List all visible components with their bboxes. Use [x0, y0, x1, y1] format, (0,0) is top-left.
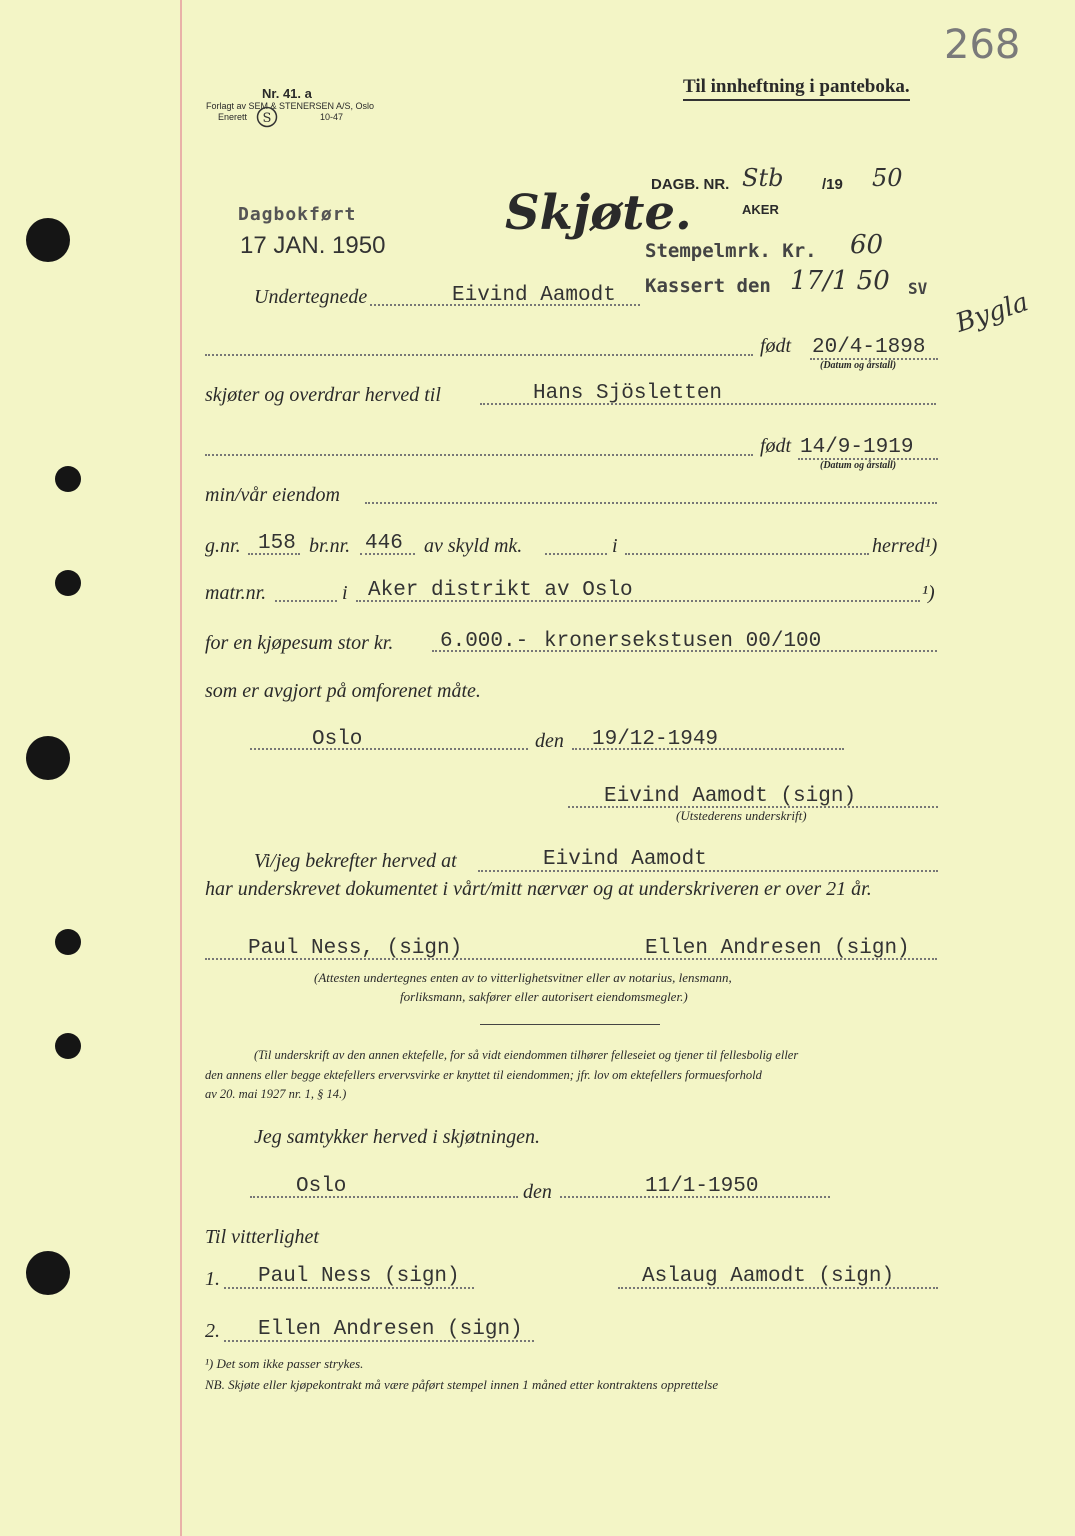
spouse-note: (Til underskrift av den annen ektefelle, for så vidt eiendommen tilhører felleseiet og tjener til fellesbolig eller: [254, 1048, 799, 1062]
footnote: ¹) Det som ikke passer strykes.: [205, 1356, 364, 1371]
property-label: min/vår eiendom: [205, 484, 340, 506]
price-amount: 6.000.-: [440, 630, 529, 653]
spouse-note: den annens eller begge ektefellers ervervsvirke er knyttet til eiendommen; jfr. lov om ektefellers formuesforhold: [205, 1068, 762, 1082]
witness-number-1: 1.: [205, 1268, 220, 1290]
footnote-mark: ¹): [922, 582, 935, 604]
dotted-line: [205, 454, 753, 456]
dotted-line: [275, 600, 337, 602]
gnr-label: g.nr.: [205, 535, 241, 557]
witness1-signature: Paul Ness, (sign): [248, 937, 463, 960]
dagbokfort-stamp-label: Dagbokført: [238, 204, 357, 225]
witness-number-2: 2.: [205, 1320, 220, 1342]
undertegnede-label: Undertegnede: [254, 286, 368, 308]
dagbok-number: Stb: [742, 164, 784, 192]
place2: Oslo: [296, 1175, 347, 1198]
confirm-label: Vi/jeg bekrefter herved at: [254, 850, 457, 872]
vitterlighet-witness2: Ellen Andresen (sign): [258, 1318, 523, 1341]
kassert-value: 17/1 50: [790, 266, 890, 296]
dotted-line: [365, 502, 937, 504]
binding-note: Til innheftning i panteboka.: [683, 76, 910, 101]
stamp-signature: Bygla: [952, 287, 1033, 339]
location-value: Aker distrikt av Oslo: [368, 579, 633, 602]
dagbok-year-prefix: /19: [822, 176, 843, 193]
dotted-line: [205, 354, 753, 356]
separator-line: [480, 1024, 660, 1025]
publisher-date: 10-47: [320, 112, 344, 122]
punch-hole: [55, 1033, 81, 1059]
svg-text:S: S: [262, 111, 272, 126]
price-label: for en kjøpesum stor kr.: [205, 632, 394, 654]
dotted-line: [250, 1196, 518, 1198]
fodt-label: født: [760, 335, 792, 357]
punch-hole: [26, 1251, 70, 1295]
confirm-text: har underskrevet dokumentet i vårt/mitt nærvær og at underskriveren er over 21 år.: [205, 878, 872, 900]
skyld-label: av skyld mk.: [424, 535, 523, 557]
i-label: i: [612, 535, 618, 557]
datum-note: (Datum og årstall): [820, 360, 897, 371]
dagbok-year: 50: [872, 164, 903, 192]
footnote-nb: NB. Skjøte eller kjøpekontrakt må være påført stempel innen 1 måned etter kontraktens opprettelse: [205, 1377, 719, 1392]
dagbokfort-stamp-date: 17 JAN. 1950: [240, 232, 386, 259]
punch-hole: [26, 218, 70, 262]
page-number: 268: [944, 22, 1021, 68]
seller-born: 20/4-1898: [812, 336, 926, 359]
consent-text: Jeg samtykker herved i skjøtningen.: [254, 1126, 541, 1148]
form-number: Nr. 41. a: [262, 86, 312, 101]
dagbok-label: DAGB. NR.: [651, 176, 730, 193]
payment-note: som er avgjort på omforenet måte.: [205, 680, 481, 702]
margin-line: [180, 0, 182, 1536]
datum-note: (Datum og årstall): [820, 460, 897, 471]
den-label: den: [523, 1181, 552, 1203]
spouse-signature: Aslaug Aamodt (sign): [642, 1265, 895, 1288]
vitterlighet-witness1: Paul Ness (sign): [258, 1265, 460, 1288]
i-label: i: [342, 582, 348, 604]
punch-hole: [26, 736, 70, 780]
issuer-signature: Eivind Aamodt (sign): [604, 785, 857, 808]
brnr-label: br.nr.: [309, 535, 351, 557]
attest-note: (Attesten undertegnes enten av to vitterlighetsvitner eller av notarius, lensmann,: [314, 970, 732, 985]
witness2-signature: Ellen Andresen (sign): [645, 937, 910, 960]
buyer-born: 14/9-1919: [800, 436, 914, 459]
punch-hole: [55, 570, 81, 596]
fodt-label: født: [760, 435, 792, 457]
kassert-label: Kassert den: [645, 275, 771, 297]
place1: Oslo: [312, 728, 363, 751]
den-label: den: [535, 730, 564, 752]
seller-name: Eivind Aamodt: [452, 284, 616, 307]
herred-label: herred¹): [872, 535, 938, 557]
dagbok-office: AKER: [742, 202, 779, 217]
attest-note: forliksmann, sakfører eller autorisert eiendomsmegler.): [400, 989, 688, 1004]
dotted-line: [625, 553, 869, 555]
spouse-note: av 20. mai 1927 nr. 1, § 14.): [205, 1087, 347, 1101]
publisher-logo-icon: [256, 106, 278, 128]
stempel-label: Stempelmrk. Kr.: [645, 240, 817, 262]
document-title: Skjøte.: [505, 185, 692, 241]
price-words: kronersekstusen 00/100: [544, 630, 822, 653]
confirm-name: Eivind Aamodt: [543, 848, 707, 871]
date2: 11/1-1950: [645, 1175, 759, 1198]
publisher-enerett: Enerett: [218, 112, 248, 122]
matr-label: matr.nr.: [205, 582, 267, 604]
publisher-line: Forlagt av SEM & STENERSEN A/S, Oslo: [206, 101, 375, 111]
stempel-value: 60: [850, 230, 884, 260]
buyer-name: Hans Sjösletten: [533, 382, 723, 405]
vitterlighet-label: Til vitterlighet: [205, 1226, 319, 1248]
date1: 19/12-1949: [592, 728, 719, 751]
brnr-value: 446: [365, 532, 403, 555]
punch-hole: [55, 466, 81, 492]
kassert-initials: SV: [908, 279, 928, 298]
issuer-caption: (Utstederens underskrift): [676, 808, 807, 823]
dotted-line: [250, 748, 528, 750]
gnr-value: 158: [258, 532, 296, 555]
dotted-line: [545, 553, 607, 555]
transfer-label: skjøter og overdrar herved til: [205, 384, 441, 406]
punch-hole: [55, 929, 81, 955]
